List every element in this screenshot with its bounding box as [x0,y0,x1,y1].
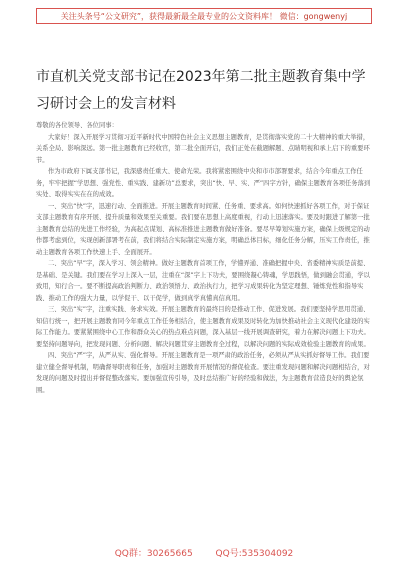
paragraph: 四、突出“严”字，从严从实、强化督导。开展主题教育是一项严肃的政治任务，必须从严从实抓好督导工作。我们要建立健全督导机制，明确督导职责和任务，加强对主题教育开展情况的督促检查。要注重发现问题和解决问题相结合，对发现的问题及时提出并督促整改落实。要加强宣传引导，及时总结推广好的经验和做法，为主题教育营造良好的舆论氛围。 [36,352,370,394]
paragraph: 作为市政府下属支部书记，我深感责任重大、使命光荣。我将紧密围绕中央和市市部署要求，结合今年重点工作任务，牢牢把握“学思想、强党性、重实践、建新功”总要求，突出“快、早、实、严”四字方针，确保主题教育各项任务落到实处、取得实实在在的成效。 [36,168,371,198]
paragraph: 大家好！深入开展学习贯彻习近平新时代中国特色社会主义思想主题教育，是贯彻落实党的二十大精神的重大举措，关系全局、影响深远。第一批主题教育已经收官，第二批全面开启，我们正处在截题解题、点睛明视和承上启下的重要环节。 [36,133,370,164]
footer-contacts [0,546,408,559]
paragraph: 一、突出“快”字，迅速行动、全面推进。开展主题教育时间紧、任务重、要求高。如何快速抓好各项工作，对于保证支部主题教育有序开展、提升质量和效果至关重要。我们要在思想上高度重视，行动上迅速落实。要及时跟进了解第一批主题教育总结的先进工作经验，为高起点谋划、高标准推进主题教育做好准备。要尽早筹划实施方案，确保上级规定的动作都考虑到位，实现创新部署考在前，我们将结合实际制定实施方案，明确总体目标，细化任务分解，压实工作责任，推动主题教育各项工作快速上手、全面展开。 [36,202,370,256]
document-body [36,120,374,396]
page-title: 市直机关党支部书记在2023年第二批主题教育集中学习研讨会上的发言材料 [36,69,366,112]
greeting: 尊敬的各位领导、各位同事： [36,122,118,129]
paragraph: 二、突出“早”字，深入学习、领会精神。做好主题教育首项工作，学懂弄通、准确把握中央、省委精神实质是前提、是基础、是关键。我们要在学习上深入一层，注重在“深”字上下功夫，要围绕凝心铸魂，学思践悟，做到融会贯通，学以致用，知行合一。要不断提高政治判断力、政治领悟力、政治执行力，把学习成果转化为坚定理想、锤炼党性和指导实践、推动工作的强大力量，以学促干、以干促学，做到真学真懂真信真用。 [36,260,370,302]
qq-group: QQ群：30265665 [114,549,193,559]
promo-banner: 关注头条号“公文研究”，获得最新最全最专业的公文资料库！ 微信：gongwenyj [36,8,372,24]
paragraph: 三、突出“实”字，注重实践、务求实效。开展主题教育的最终目的是推动工作、促进发展。我们要坚持学思用贯通、知信行统一，把开展主题教育同今年重点工作任务相结合，使主题教育成果及时转化为加快推动社会主义现代化建设的实际工作能力。要紧紧围绕中心工作和群众关心的热点难点问题，深入基层一线开展调查研究，着力在解决问题上下功夫。要坚持问题导向，把发现问题、分析问题、解决问题贯穿主题教育全过程，以解决问题的实际成效检验主题教育的成果。 [36,306,370,348]
qq-number: QQ号:535304092 [215,549,294,559]
